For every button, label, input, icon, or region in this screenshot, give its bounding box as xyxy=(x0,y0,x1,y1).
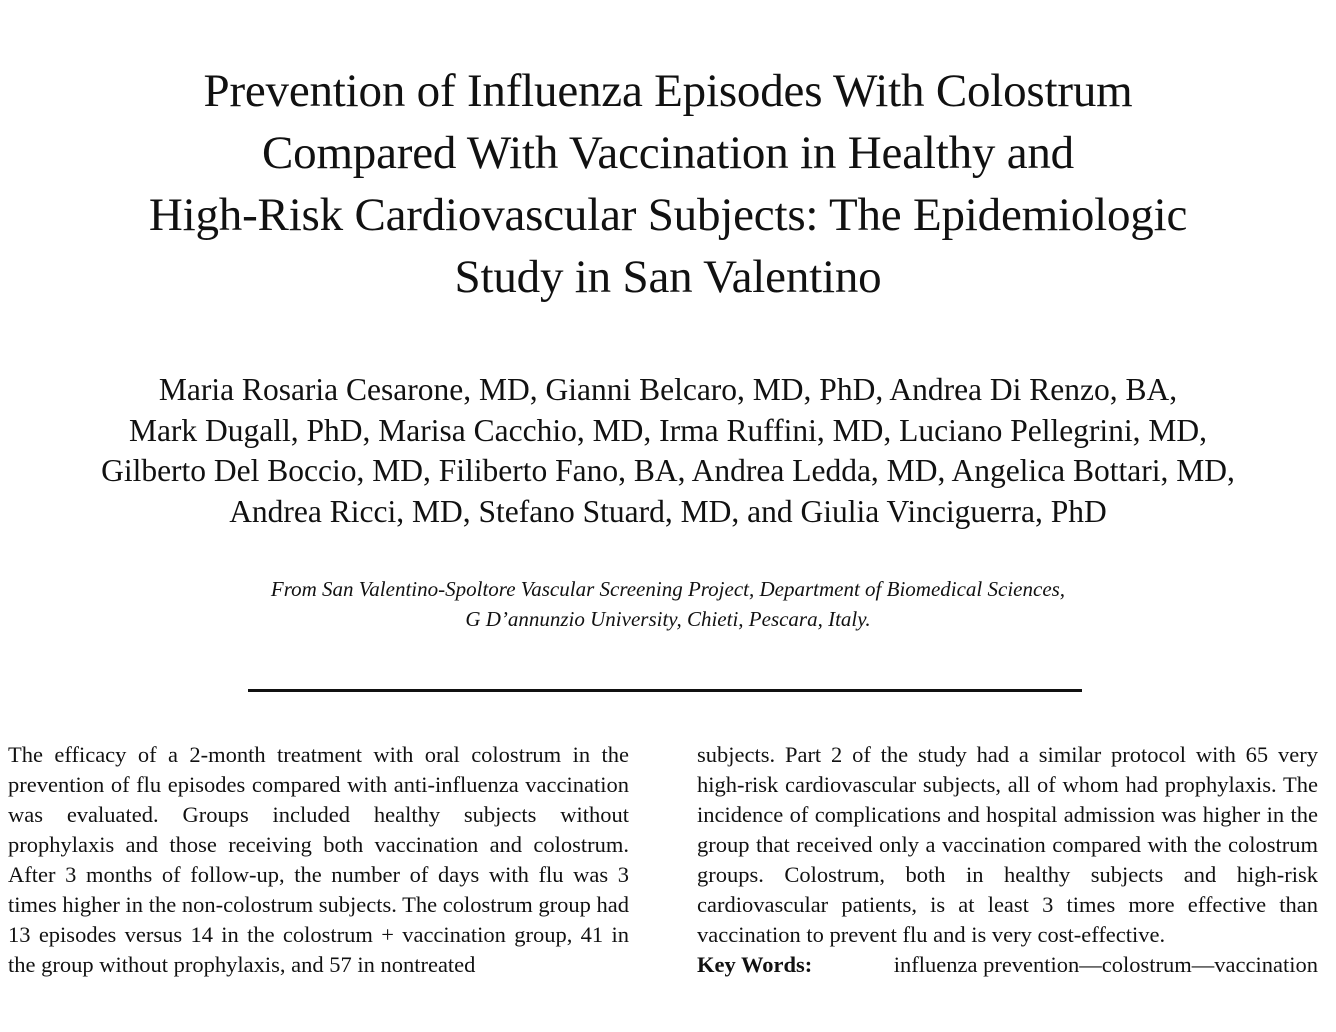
keywords-label: Key Words: xyxy=(697,952,813,977)
author-line: Mark Dugall, PhD, Marisa Cacchio, MD, Irma Ruffini, MD, Luciano Pellegrini, MD, xyxy=(128,412,1208,448)
keywords-text: influenza prevention—colostrum—vaccination xyxy=(893,952,1318,977)
article-title xyxy=(40,60,1296,308)
author-line: Andrea Ricci, MD, Stefano Stuard, MD, and Giulia Vinciguerra, PhD xyxy=(229,493,1107,529)
affiliation-line: G D’annunzio University, Chieti, Pescara, Italy. xyxy=(465,607,871,631)
affiliation-line: From San Valentino-Spoltore Vascular Screening Project, Department of Biomedical Sciences, xyxy=(270,577,1066,601)
abstract-text-left: The efficacy of a 2-month treatment with oral colostrum in the prevention of flu episodes compared with anti-influenza vaccination was evaluated. Groups included healthy subjects without prophylaxis and those receiving both vaccination and colostrum. After 3 months of follow-up, the number of days with flu was 3 times higher in the non-colostrum subjects. The colostrum group had 13 episodes versus 14 in the colostrum + vaccination group, 41 in the group without prophylaxis, and 57 in nontreated xyxy=(8,742,629,977)
title-line: Prevention of Influenza Episodes With Colostrum xyxy=(203,65,1133,117)
title-line: High-Risk Cardiovascular Subjects: The Epidemiologic xyxy=(148,189,1188,241)
title-line: Study in San Valentino xyxy=(454,251,882,303)
affiliation xyxy=(60,574,1276,634)
abstract-column-right xyxy=(697,740,1318,980)
title-line: Compared With Vaccination in Healthy and xyxy=(262,127,1074,179)
abstract-column-left xyxy=(8,740,629,980)
abstract-text-right: subjects. Part 2 of the study had a similar protocol with 65 very high-risk cardiovascular subjects, all of whom had prophylaxis. The incidence of complications and hospital admission was higher in the group that received only a vaccination compared with the colostrum groups. Colostrum, both in healthy subjects and high-risk cardiovascular patients, is at least 3 times more effective than vaccination to prevent flu and is very cost-effective. xyxy=(697,742,1318,947)
divider-rule xyxy=(248,689,1082,692)
author-list xyxy=(20,370,1316,532)
author-line: Maria Rosaria Cesarone, MD, Gianni Belcaro, MD, PhD, Andrea Di Renzo, BA, xyxy=(158,372,1178,407)
author-line: Gilberto Del Boccio, MD, Filiberto Fano, BA, Andrea Ledda, MD, Angelica Bottari, MD, xyxy=(101,453,1235,488)
keywords-line xyxy=(697,950,1318,980)
